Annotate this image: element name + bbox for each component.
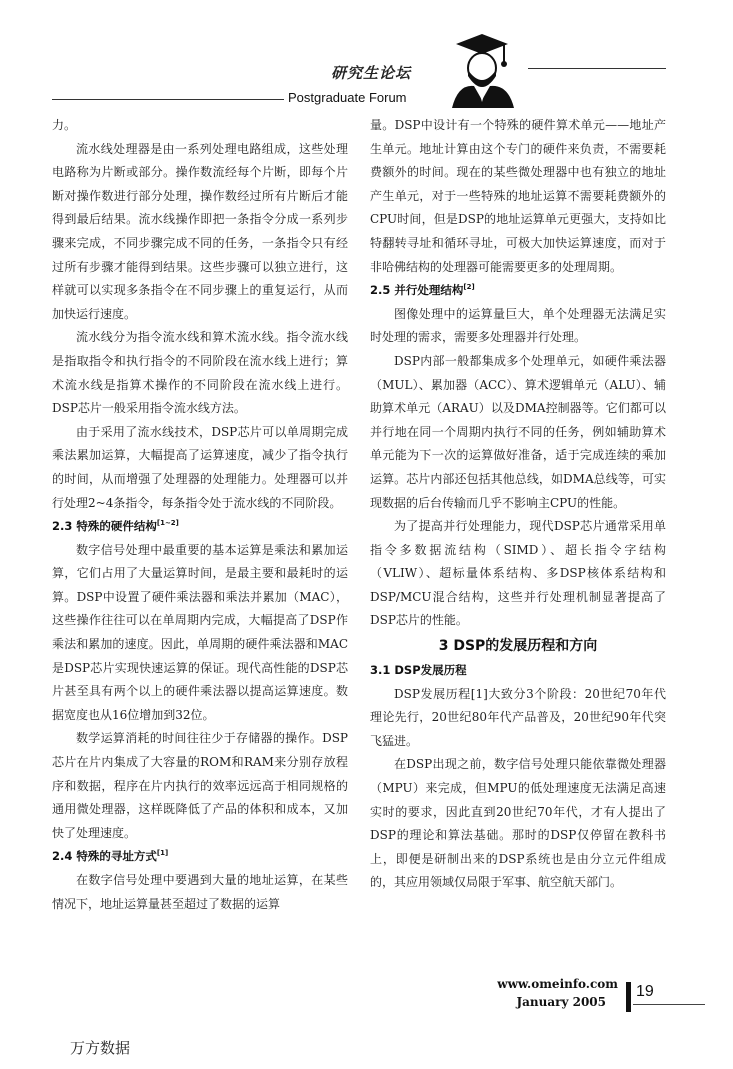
journal-brand: 研究生论坛 xyxy=(330,64,411,82)
block-text: 量。DSP中设计有一个特殊的硬件算术单元——地址产生单元。地址计算由这个专门的硬件来负责，不需要耗费额外的时间。现在的某些微处理器中也有独立的地址产生单元，对于一些特殊的地址运算不需要耗费额外的CPU时间，但是DSP的地址运算单元更强大，支持如比特翻转寻址和循环寻址，可极大加快运算速度，而对于非哈佛结构的处理器可能需要更多的处理周期。 xyxy=(370,118,666,274)
paragraph xyxy=(52,326,348,420)
page-number: 19 xyxy=(636,983,654,1000)
block-text: 3 DSP的发展历程和方向 xyxy=(438,638,598,655)
citation-ref: [1] xyxy=(156,849,169,858)
block-text: DSP内部一般都集成多个处理单元，如硬件乘法器（MUL）、累加器（ACC）、算术逻辑单元（ALU）、辅助算术单元（ARAU）以及DMA控制器等。它们都可以并行地在同一个周期内执行不同的任务，例如辅助算术单元能为下一次的运算做好准备，适于完成连续的乘加运算。芯片内部还包括其他总线，如DMA总线等，可实现数据的后台传输而几乎不影响主CPU的性能。 xyxy=(370,353,666,510)
block-text: 在数字信号处理中要遇到大量的地址运算，在某些情况下，地址运算量甚至超过了数据的运算 xyxy=(52,873,348,911)
paragraph xyxy=(370,515,666,633)
graduate-mascot-icon xyxy=(438,28,518,108)
block-text: 数字信号处理中最重要的基本运算是乘法和累加运算，它们占用了大量运算时间，是最主要和最耗时的运算。DSP中设置了硬件乘法器和乘法并累加（MAC），这些操作往往可以在单周期内完成，大幅提高了DSP作乘法和累加的速度。因此，单周期的硬件乘法器和MAC是DSP芯片实现快速运算的保证。现代高性能的DSP芯片甚至具有两个以上的硬件乘法器以提高运算速度。数据宽度也从16位增加到32位。 xyxy=(52,542,348,722)
journal-subtitle: Postgraduate Forum xyxy=(288,90,407,105)
block-text: 2.5 并行处理结构 xyxy=(370,283,464,298)
block-text: 图像处理中的运算量巨大，单个处理器无法满足实时处理的需求，需要多处理器并行处理。 xyxy=(370,306,666,345)
paragraph xyxy=(370,753,666,895)
subsection-heading xyxy=(370,279,666,303)
paragraph xyxy=(370,303,666,350)
paragraph xyxy=(52,138,348,327)
paragraph xyxy=(52,539,348,728)
article-left-column xyxy=(52,114,348,916)
block-text: 2.3 特殊的硬件结构 xyxy=(52,519,157,534)
footer-url: www.omeinfo.com xyxy=(497,977,618,991)
paragraph xyxy=(370,114,666,279)
article-right-column xyxy=(370,114,666,895)
paragraph xyxy=(52,727,348,845)
paragraph xyxy=(52,114,348,138)
block-text: 为了提高并行处理能力，现代DSP芯片通常采用单指令多数据流结构（SIMD）、超长指令字结构（VLIW）、超标量体系结构、多DSP核体系结构和DSP/MCU混合结构，这些并行处理机制显著提高了DSP芯片的性能。 xyxy=(370,519,666,628)
watermark: 万方数据 xyxy=(70,1039,131,1057)
block-text: 数学运算消耗的时间往往少于存储器的操作。DSP芯片在片内集成了大容量的ROM和RAM来分别存放程序和数据，程序在片内执行的效率远远高于相同规格的通用微处理器，这样既降低了产品的体积和成本，又加快了处理速度。 xyxy=(52,731,348,840)
block-text: 在DSP出现之前，数字信号处理只能依靠微处理器（MPU）来完成，但MPU的低处理速度无法满足高速实时的要求，因此直到20世纪70年代，才有人提出了DSP的理论和算法基础。那时的DSP仅停留在教科书上，即便是研制出来的DSP系统也是由分立元件组成的，其应用领域仅局限于军事、航空航天部门。 xyxy=(370,757,666,890)
footer-date: January 2005 xyxy=(516,995,606,1009)
paragraph xyxy=(52,869,348,916)
block-text: DSP发展历程[1]大致分3个阶段：20世纪70年代理论先行，20世纪80年代产品普及，20世纪90年代突飞猛进。 xyxy=(370,686,666,748)
subsection-heading xyxy=(52,845,348,869)
block-text: 由于采用了流水线技术，DSP芯片可以单周期完成乘法累加运算，大幅提高了运算速度，减少了指令执行的时间，从而增强了处理器的处理能力。处理器可以并行处理2~4条指令，每条指令处于流水线的不同阶段。 xyxy=(52,424,348,510)
header-rule-right xyxy=(528,68,666,69)
block-text: 力。 xyxy=(52,118,77,132)
block-text: 流水线分为指令流水线和算术流水线。指令流水线是指取指令和执行指令的不同阶段在流水线上进行；算术流水线是指算术操作的不同阶段在流水线上进行。DSP芯片一般采用指令流水线方法。 xyxy=(52,330,348,416)
citation-ref: [2] xyxy=(463,283,475,292)
paragraph xyxy=(370,683,666,754)
block-text: 2.4 特殊的寻址方式 xyxy=(52,849,157,864)
header-rule-left xyxy=(52,99,284,100)
paragraph xyxy=(52,421,348,515)
section-heading xyxy=(370,633,666,659)
page-number-bar xyxy=(626,982,631,1012)
block-text: 流水线处理器是由一系列处理电路组成，这些处理电路称为片断或部分。操作数流经每个片断，即每个片断对操作数进行部分处理，操作数经过所有片断后才能得到最后结果。流水线操作即把一条指令分成一系列步骤来完成，不同步骤完成不同的任务，一条指令只有经过所有步骤才能得到结果。这些步骤可以独立进行，这样就可以实现多条指令在不同步骤上的重复运行，从而加快运行速度。 xyxy=(52,141,348,321)
citation-ref: [1~2] xyxy=(156,519,179,528)
subsection-heading xyxy=(52,515,348,539)
block-text: 3.1 DSP发展历程 xyxy=(370,663,467,678)
footer-rule xyxy=(633,1004,705,1005)
subsection-heading xyxy=(370,659,666,683)
paragraph xyxy=(370,350,666,515)
